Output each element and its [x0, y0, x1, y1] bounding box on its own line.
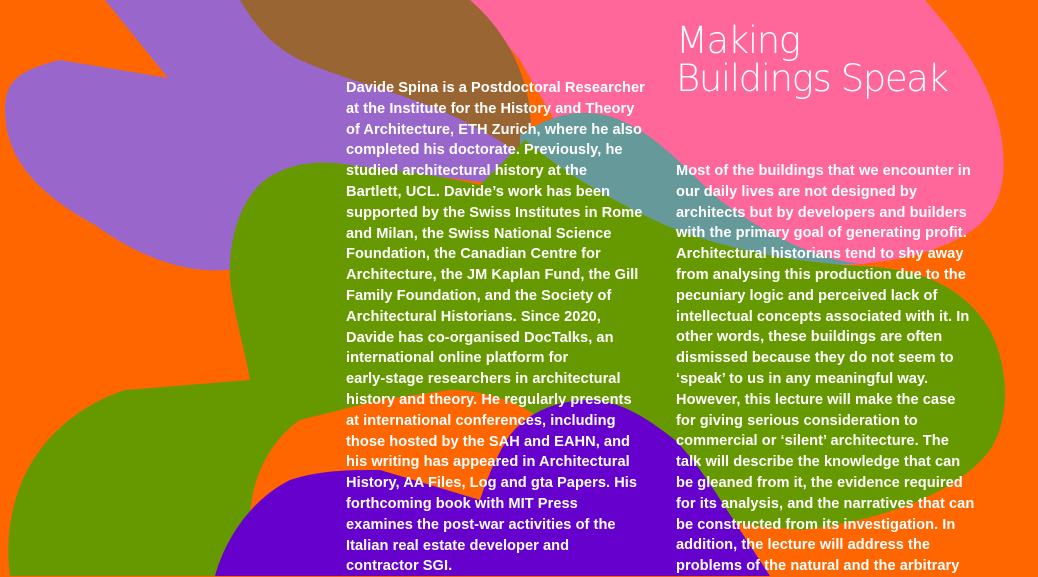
abstract-line: dismissed because they do not seem to	[676, 350, 954, 367]
bio-line: History, AA Files, Log and gta Papers. His	[346, 475, 638, 492]
bio-line: Architecture, the JM Kaplan Fund, the Gill	[346, 267, 639, 284]
bio-line: Foundation, the Canadian Centre for	[346, 246, 601, 263]
bio-line: Family Foundation, and the Society of	[346, 287, 612, 304]
bio-line: at international conferences, including	[346, 412, 616, 429]
bio-line: studied architectural history at the	[346, 163, 588, 180]
abstract-line: Architectural historians tend to shy away	[676, 246, 964, 263]
bio-line: his writing has appeared in Architectural	[346, 454, 630, 471]
abstract-line: ‘speak’ to us in any meaningful way.	[676, 370, 929, 387]
bio-line: Davide has co-organised DocTalks, an	[346, 329, 614, 346]
bio-line: history and theory. He regularly presents	[346, 391, 632, 408]
bio-line: examines the post-war activities of the	[346, 516, 616, 533]
bio-line: early-stage researchers in architectural	[346, 371, 621, 388]
abstract-line: addition, the lecture will address the	[676, 537, 931, 554]
title-line-1: Making	[676, 19, 800, 62]
abstract-line: Most of the buildings that we encounter in	[676, 163, 971, 179]
abstract-line: architects but by developers and builders	[676, 204, 967, 221]
abstract-line: talk will describe the knowledge that can	[676, 454, 961, 471]
bio-line: forthcoming book with MIT Press	[346, 495, 578, 512]
bio-line: Architectural Historians. Since 2020,	[346, 308, 601, 325]
bio-line: of Architecture, ETH Zurich, where he also	[346, 121, 642, 138]
bio-line: supported by the Swiss Institutes in Rome	[346, 204, 643, 221]
abstract-line: for giving serious consideration to	[676, 412, 918, 429]
lecture-title	[676, 19, 948, 100]
bio-line: at the Institute for the History and Theory	[346, 100, 635, 117]
bio-line: those hosted by the SAH and EAHN, and	[346, 433, 631, 450]
abstract-line: with the primary goal of generating profit.	[676, 225, 967, 242]
abstract-line: from analysing this production due to the	[676, 266, 966, 283]
abstract-line: be gleaned from it, the evidence required	[676, 474, 963, 491]
abstract-line: problems of the natural and the arbitrary	[676, 558, 960, 575]
bio-line: Bartlett, UCL. Davide’s work has been	[346, 183, 611, 200]
bio-line: Davide Spina is a Postdoctoral Researcher	[346, 80, 645, 96]
abstract-line: intellectual concepts associated with it. In	[676, 308, 970, 325]
bio-line: completed his doctorate. Previously, he	[346, 142, 623, 159]
abstract-line: pecuniary logic and perceived lack of	[676, 287, 938, 304]
bio-line: international online platform for	[346, 350, 569, 367]
bio-line: contractor SGI.	[346, 558, 453, 575]
bio-line: Italian real estate developer and	[346, 537, 570, 554]
bio-line: and Milan, the Swiss National Science	[346, 225, 612, 242]
abstract-line: our daily lives are not designed by	[676, 183, 917, 200]
abstract-line: other words, these buildings are often	[676, 329, 943, 346]
abstract-line: commercial or ‘silent’ architecture. The	[676, 433, 949, 450]
abstract-line: for its analysis, and the narratives that can	[676, 495, 975, 512]
abstract-line: However, this lecture will make the case	[676, 391, 956, 408]
abstract-line: be constructed from its investigation. In	[676, 516, 956, 533]
lecture-abstract	[676, 161, 974, 577]
speaker-bio	[346, 78, 645, 577]
title-line-2: Buildings Speak	[676, 57, 948, 100]
